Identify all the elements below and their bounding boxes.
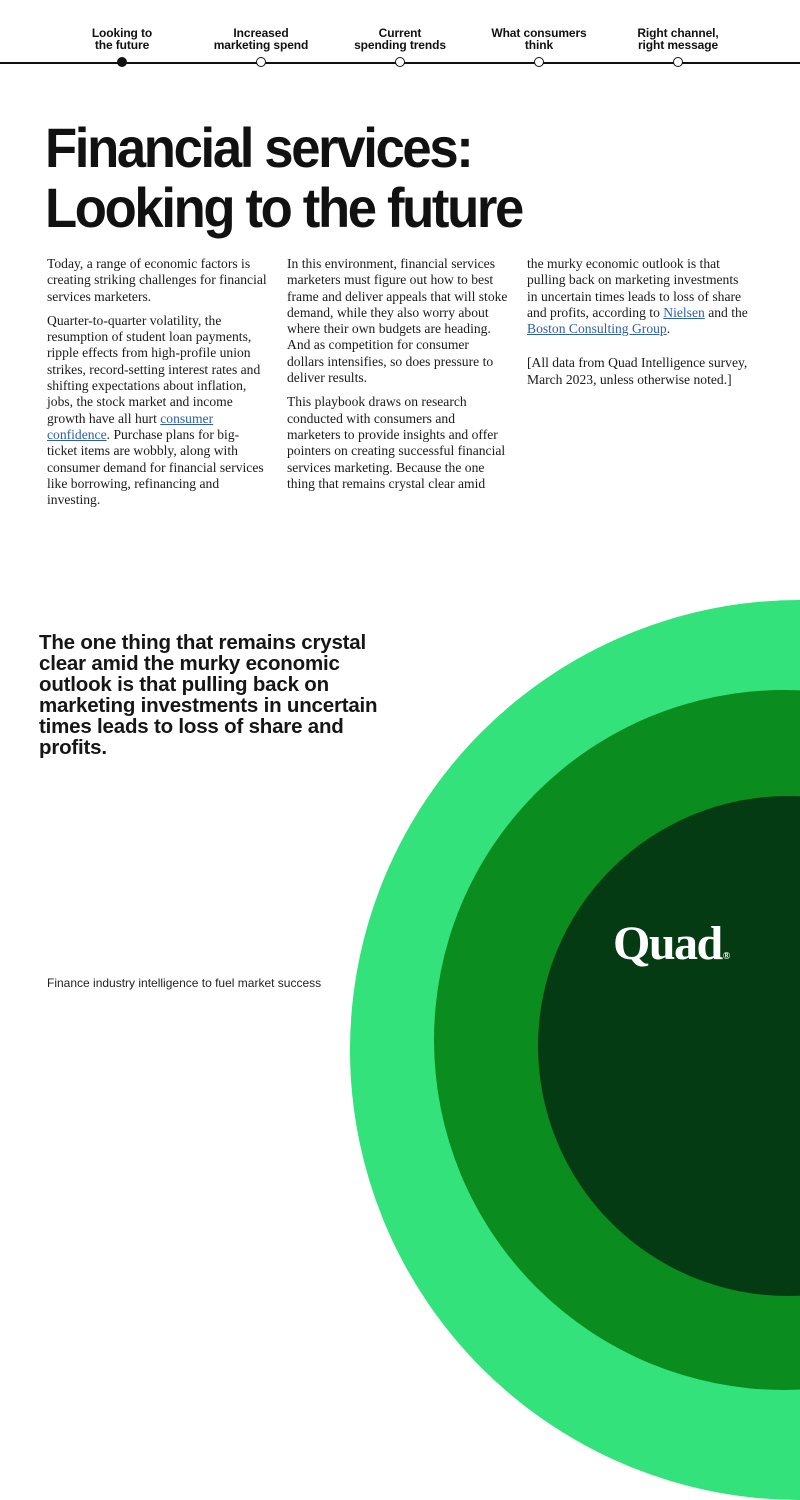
boston-consulting-group-link[interactable]: Boston Consulting Group bbox=[527, 321, 667, 337]
progress-dot-active bbox=[117, 57, 127, 67]
paragraph-text: . Purchase plans for big-ticket items are wobbly, along with consumer demand for financial services like borrowing, refinancing and investing. bbox=[47, 426, 264, 508]
footer-tagline: Finance industry intelligence to fuel market success bbox=[47, 976, 322, 990]
progress-dot bbox=[256, 57, 266, 67]
progress-dot bbox=[534, 57, 544, 67]
nav-step-label: Right channel, right message bbox=[637, 26, 719, 52]
paragraph: This playbook draws on research conducted with consumers and marketers to provide insights and offer pointers on creating successful financial services marketing. Because the one thing that remains crystal clear amid bbox=[287, 394, 506, 491]
nav-step-right-channel-right-message[interactable] bbox=[613, 27, 743, 51]
registered-mark: ® bbox=[722, 951, 731, 962]
consumer-confidence-link[interactable]: consumer confidence bbox=[47, 410, 214, 442]
nav-step-label: Increased marketing spend bbox=[213, 26, 309, 52]
body-column-1 bbox=[47, 256, 269, 516]
nav-step-label: Current spending trends bbox=[354, 26, 446, 52]
quad-logo bbox=[613, 918, 730, 983]
nielsen-link[interactable]: Nielsen bbox=[663, 304, 705, 320]
body-column-3 bbox=[527, 256, 752, 396]
progress-dot bbox=[673, 57, 683, 67]
logo-wordmark: Quad bbox=[613, 917, 722, 970]
paragraph: In this environment, financial services marketers must figure out how to best frame and deliver appeals that will stoke demand, while they also worry about where their own budgets are heading. And as competition for consumer dollars intensifies, so does pressure to deliver results. bbox=[287, 256, 508, 386]
page-title-line-1: Financial services: bbox=[45, 116, 472, 179]
paragraph: Today, a range of economic factors is creating striking challenges for financial services marketers. bbox=[47, 256, 267, 304]
nav-step-label: Looking to the future bbox=[91, 26, 153, 52]
paragraph-text: . bbox=[666, 321, 671, 337]
paragraph-text: Quarter-to-quarter volatility, the resumption of student loan payments, ripple effects from high-profile union strikes, record-setting interest rates and shifting expectations about inflation, jobs, the stock market and income growth have all hurt bbox=[47, 312, 261, 426]
paragraph-text: the murky economic outlook is that pulling back on marketing investments in uncertain times leads to loss of share and profits, according to bbox=[527, 256, 742, 320]
page-title-line-2: Looking to the future bbox=[45, 176, 522, 239]
paragraph bbox=[47, 313, 269, 509]
data-source-note: [All data from Quad Intelligence survey, March 2023, unless otherwise noted.] bbox=[527, 355, 748, 387]
page-title bbox=[45, 118, 522, 238]
pull-quote: The one thing that remains crystal clear amid the murky economic outlook is that pulling back on marketing investments in uncertain times leads to loss of share and profits. bbox=[39, 631, 378, 759]
paragraph bbox=[527, 256, 752, 337]
nav-step-current-spending-trends[interactable] bbox=[335, 27, 465, 51]
progress-dot bbox=[395, 57, 405, 67]
paragraph-text: and the bbox=[704, 304, 748, 320]
nav-step-increased-marketing-spend[interactable] bbox=[196, 27, 326, 51]
nav-step-label: What consumers think bbox=[491, 26, 587, 52]
body-column-2 bbox=[287, 256, 509, 500]
nav-step-looking-to-the-future[interactable] bbox=[57, 27, 187, 51]
section-progress-nav bbox=[0, 0, 800, 75]
nav-step-what-consumers-think[interactable] bbox=[474, 27, 604, 51]
